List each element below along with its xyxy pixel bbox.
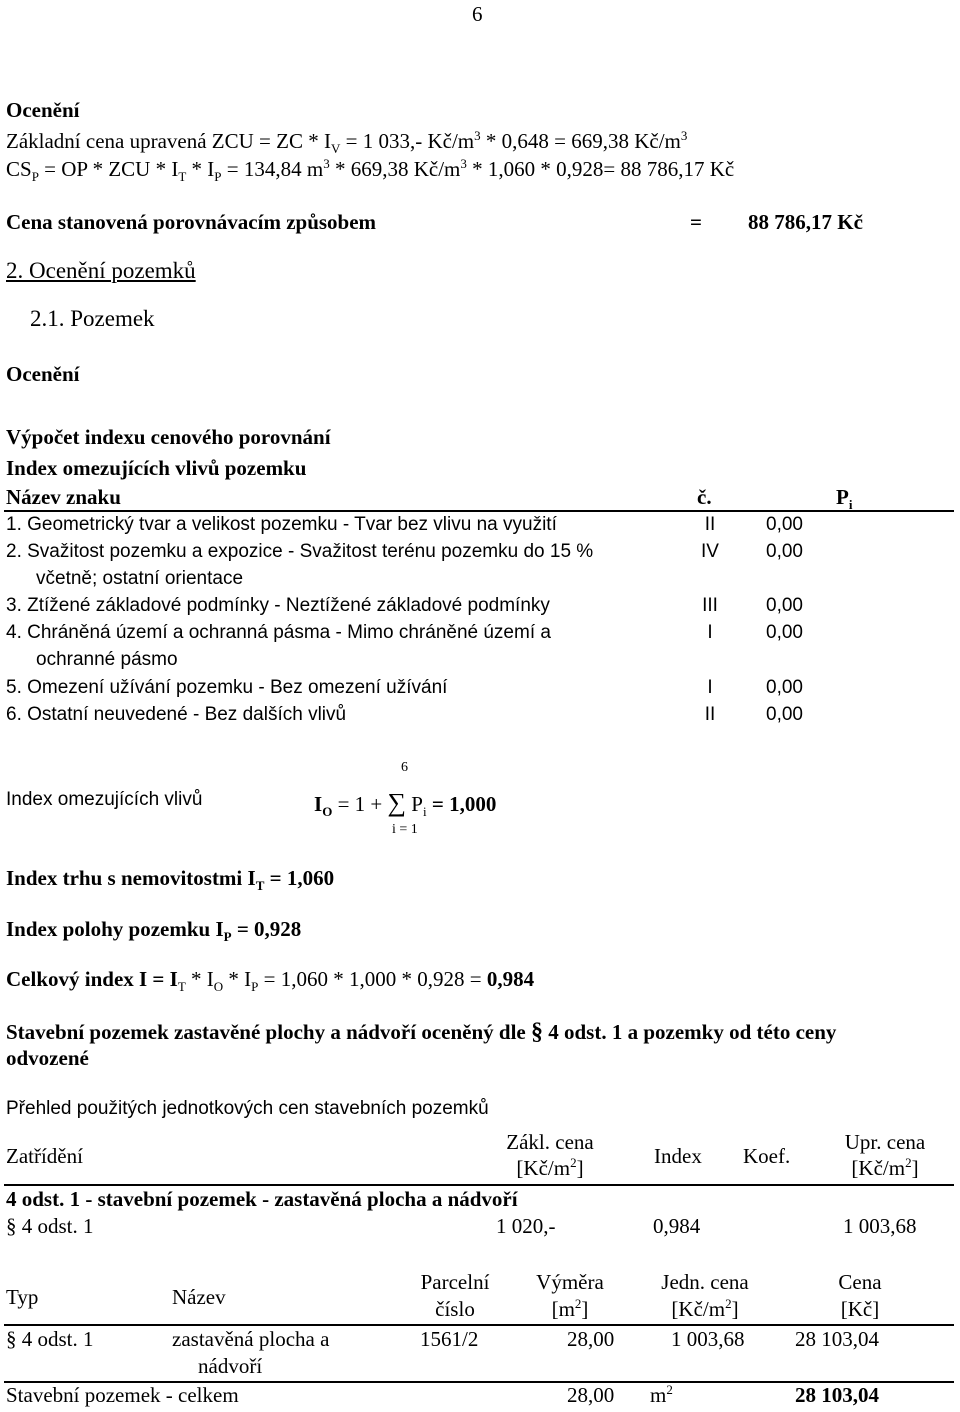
price-row-class: § 4 odst. 1 xyxy=(6,1214,94,1238)
subsection-land-heading: 2.1. Pozemek xyxy=(30,306,155,331)
parcel-row-unit-price: 1 003,68 xyxy=(671,1327,745,1351)
parcel-table-rule xyxy=(4,1324,954,1326)
factor-value: 0,00 xyxy=(766,704,803,725)
total-area-unit: $m^2$ xyxy=(650,1382,673,1407)
building-land-line-2: odvozené xyxy=(6,1046,89,1070)
col-header-no: č. xyxy=(697,485,712,509)
total-price: 28 103,04 xyxy=(795,1383,879,1407)
factor-value: 0,00 xyxy=(766,677,803,698)
col-header-price: Cena xyxy=(838,1270,882,1294)
factor-value: 0,00 xyxy=(766,595,803,616)
factor-text-cont: ochranné pásmo xyxy=(36,649,178,670)
price-row-index: 0,984 xyxy=(653,1214,701,1238)
factor-value: 0,00 xyxy=(766,514,803,535)
valuation-heading: Ocenění xyxy=(6,98,80,122)
page-number: 6 xyxy=(472,2,483,26)
factor-text: 6. Ostatní neuvedené - Bez dalších vlivů xyxy=(6,704,347,725)
factor-no: II xyxy=(704,704,716,725)
position-index: Index polohy pozemku $I_P = 0,928$ xyxy=(6,917,302,945)
col-header-base-price-unit: $[Kč/m^2]$ xyxy=(516,1155,584,1180)
total-label: Stavební pozemek - celkem xyxy=(6,1383,239,1407)
valuation-heading-2: Ocenění xyxy=(6,362,80,386)
col-header-index: Index xyxy=(654,1144,702,1168)
parcel-row-area: 28,00 xyxy=(567,1327,615,1351)
factor-text: 4. Chráněná území a ochranná pásma - Mimo chráněné území a xyxy=(6,622,551,643)
price-group-title: 4 odst. 1 - stavební pozemek - zastavěná plocha a nádvoří xyxy=(6,1187,518,1211)
col-header-area-unit: $[m^2]$ xyxy=(551,1296,589,1321)
factor-no: IV xyxy=(701,541,719,562)
sum-upper-limit: 6 xyxy=(401,760,408,775)
col-header-pi: $P_i$ xyxy=(836,485,853,513)
factor-no: III xyxy=(702,595,718,616)
comparative-price-label: Cena stanovená porovnávacím způsobem xyxy=(6,210,377,234)
market-index: Index trhu s nemovitostmi $I_T = 1,060$ xyxy=(6,866,335,894)
factor-value: 0,00 xyxy=(766,622,803,643)
section-land-heading: 2. Ocenění pozemků xyxy=(6,258,196,283)
comparative-price-equals: = xyxy=(690,210,702,234)
col-header-name: Název xyxy=(172,1285,226,1309)
section-sign-icon: § xyxy=(6,1214,17,1238)
parcel-row-name: zastavěná plocha a xyxy=(172,1327,330,1351)
factor-text: 3. Ztížené základové podmínky - Neztížené základové podmínky xyxy=(6,595,550,616)
col-header-adjusted-price: Upr. cena xyxy=(844,1130,926,1154)
total-index: Celkový index $I = I_T * I_O * I_P = 1,060 * 1,000 * 0,928 = 0,984$ xyxy=(6,967,535,995)
col-header-parcel-2: číslo xyxy=(435,1297,475,1321)
price-row-base: 1 020,- xyxy=(496,1214,556,1238)
index-calc-heading: Výpočet indexu cenového porovnání xyxy=(6,425,331,449)
col-header-area: Výměra xyxy=(536,1270,604,1294)
io-label: Index omezujících vlivů xyxy=(6,789,203,810)
zcu-line: Základní cena upravená ZCU = ZC * $I_V = 1$ 033,- $Kč/m^3 * 0,648 = 669,38$ $Kč/m^3$ xyxy=(6,128,688,157)
col-header-parcel: Parcelní xyxy=(420,1270,490,1294)
comparative-price-value: 88 786,17 Kč xyxy=(748,210,863,234)
col-header-unit-price-unit: $[Kč/m^2]$ xyxy=(671,1296,739,1321)
factor-no: I xyxy=(707,677,713,698)
factor-value: 0,00 xyxy=(766,541,803,562)
factor-text-cont: včetně; ostatní orientace xyxy=(36,568,244,589)
io-formula: $I_O = 1$ + ∑ $P_i = 1,000$ xyxy=(314,788,497,820)
unit-prices-heading: Přehled použitých jednotkových cen stavebních pozemků xyxy=(6,1098,489,1119)
col-header-type: Typ xyxy=(6,1285,39,1309)
parcel-row-parcel: 1561/2 xyxy=(420,1327,479,1351)
factor-no: I xyxy=(707,622,713,643)
sum-icon: ∑ xyxy=(387,788,407,817)
col-header-unit-price: Jedn. cena xyxy=(661,1270,749,1294)
limiting-influences-heading: Index omezujících vlivů pozemku xyxy=(6,456,307,480)
col-header-name: Název znaku xyxy=(6,485,121,509)
col-header-base-price: Zákl. cena xyxy=(506,1130,594,1154)
total-area: 28,00 xyxy=(567,1383,615,1407)
factor-text: 2. Svažitost pozemku a expozice - Svažitost terénu pozemku do 15 % xyxy=(6,541,594,562)
section-sign-icon: § xyxy=(531,1019,543,1045)
factor-text: 1. Geometrický tvar a velikost pozemku - Tvar bez vlivu na využití xyxy=(6,514,557,535)
header-rule xyxy=(4,510,954,512)
csp-line: $CS_P$ = OP * ZCU * $I_T * I_P = 134,84$ $m^3 * 669,38$ $Kč/m^3 * 1,060 * 0,928= 88$ 786,17 Kč xyxy=(6,156,735,185)
parcel-row-type: § 4 odst. 1 xyxy=(6,1327,94,1351)
factor-text: 5. Omezení užívání pozemku - Bez omezení užívání xyxy=(6,677,448,698)
sum-lower-limit: i = 1 xyxy=(392,822,418,837)
section-sign-icon: § xyxy=(6,1327,17,1351)
col-header-class: Zatřídění xyxy=(6,1144,83,1168)
price-table-rule xyxy=(4,1184,954,1186)
building-land-line-1: Stavební pozemek zastavěné plochy a nádvoří oceněný dle § 4 odst. 1 a pozemky od této ceny xyxy=(6,1019,837,1045)
col-header-adjusted-price-unit: $[Kč/m^2]$ xyxy=(851,1155,919,1180)
parcel-row-price: 28 103,04 xyxy=(795,1327,879,1351)
price-row-adjusted: 1 003,68 xyxy=(843,1214,917,1238)
factor-no: II xyxy=(704,514,716,535)
col-header-price-unit: [Kč] xyxy=(840,1297,880,1321)
col-header-coef: Koef. xyxy=(743,1144,791,1168)
parcel-row-name-cont: nádvoří xyxy=(198,1354,263,1378)
